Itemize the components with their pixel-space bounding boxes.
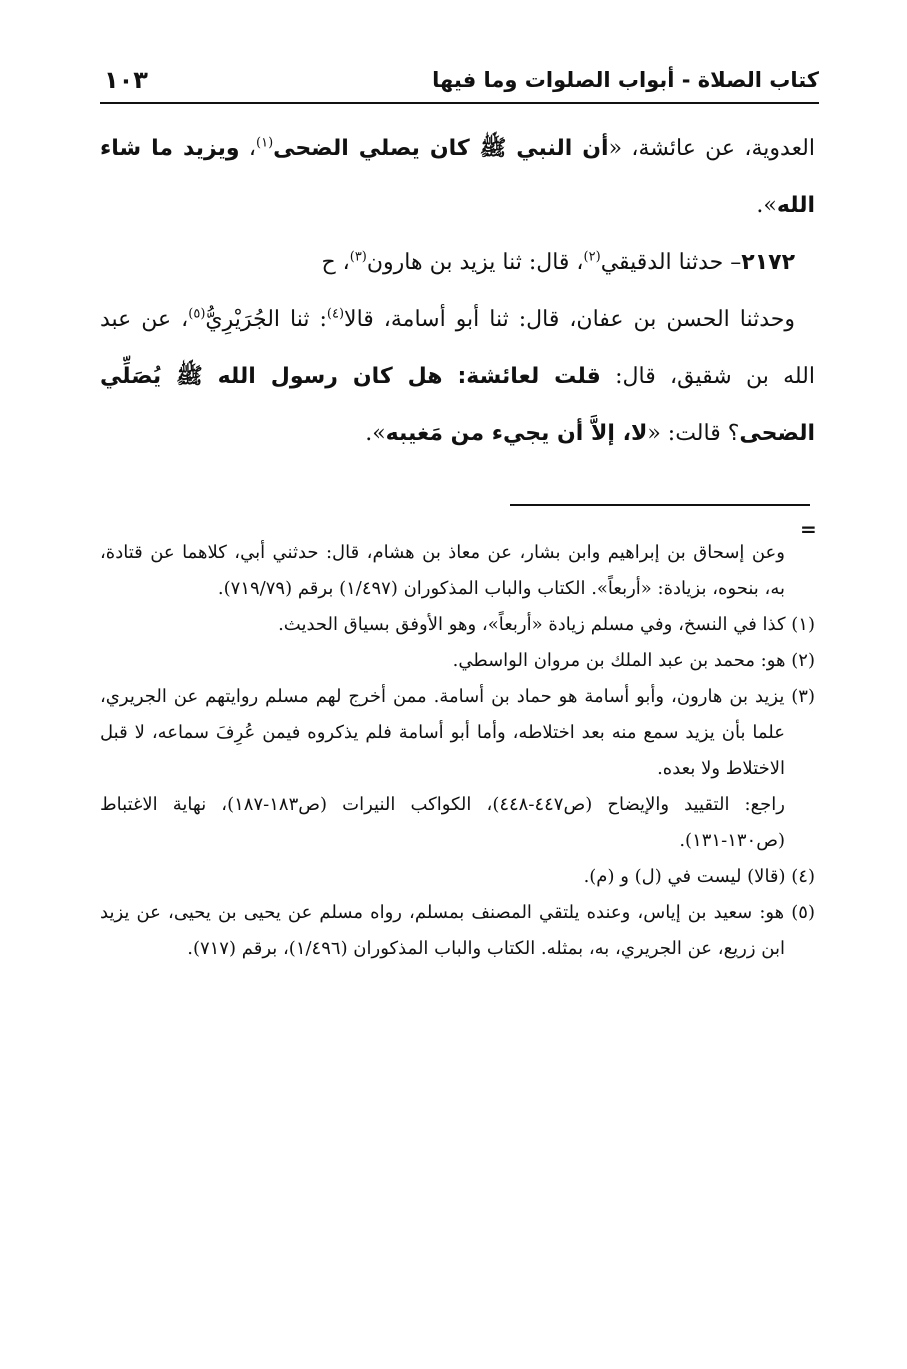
- main-text: [100, 120, 815, 462]
- text-run: ، عن عبد الله بن شقيق، قال:: [100, 307, 815, 389]
- text-run: ،: [239, 136, 257, 161]
- text-run: ؟ قالت: «: [647, 421, 740, 446]
- hadith-number: ٢١٧٢: [741, 250, 795, 275]
- page-number: ١٠٣: [104, 66, 148, 94]
- footnote-1: (١) كذا في النسخ، وفي مسلم زيادة «أربعاً»، وهو الأوفق بسياق الحديث.: [278, 614, 815, 635]
- footnotes: [100, 535, 815, 967]
- text-run: ».: [365, 421, 386, 446]
- footnote-separator: [510, 504, 810, 506]
- footnote-5: (٥) هو: سعيد بن إياس، وعنده يلتقي المصنف بمسلم، رواه مسلم عن يحيى بن يحيى، عن يزيد ابن زريع، عن الجريري، به، بمثله. الكتاب والباب المذكوران (١/٤٩٦)، برقم (٧١٧).: [100, 902, 815, 959]
- footnote-4: (٤) (قالا) ليست في (ل) و (م).: [583, 866, 815, 887]
- text-run: : ثنا الجُرَيْرِيُّ: [205, 307, 327, 332]
- hadith-2172-isnad: [100, 234, 815, 291]
- footnote-3-references: راجع: التقييد والإيضاح (ص٤٤٧-٤٤٨)، الكواكب النيرات (ص١٨٣-١٨٧)، نهاية الاغتباط (ص١٣٠-١٣١).: [100, 794, 785, 851]
- footnote-ref: (٥): [188, 306, 206, 322]
- footnote-ref: (٤): [326, 306, 345, 322]
- footnote-ref: (٣): [349, 249, 367, 265]
- continuation-mark: =: [800, 517, 817, 541]
- hadith-quote: ويزيد ما شاء الله: [100, 136, 815, 218]
- text-run: ».: [756, 193, 777, 218]
- footnote-continuation: وعن إسحاق بن إبراهيم وابن بشار، عن معاذ بن هشام، قال: حدثني أبي، كلاهما عن قتادة، به، بنحوه، بزيادة: «أربعاً». الكتاب والباب المذكوران (١/٤٩٧) برقم (٧١٩/٧٩).: [100, 542, 785, 599]
- hadith-quote: قلت لعائشة: هل كان رسول الله ﷺ يُصَلِّي الضحى: [100, 364, 815, 446]
- text-run: ، قال: ثنا يزيد بن هارون: [366, 250, 584, 275]
- footnote-2: (٢) هو: محمد بن عبد الملك بن مروان الواسطي.: [452, 650, 815, 671]
- footnote-ref: (١): [256, 135, 274, 151]
- paragraph-continuation: [100, 120, 815, 234]
- hadith-quote: أن النبي ﷺ كان يصلي الضحى: [273, 136, 609, 161]
- text-run: وحدثنا الحسن بن عفان، قال: ثنا أبو أسامة، قالا: [344, 307, 795, 332]
- text-run: العدوية، عن عائشة، «: [608, 136, 815, 161]
- text-run: ، ح: [321, 250, 350, 275]
- footnote-ref: (٢): [583, 249, 601, 265]
- hadith-quote: لا، إلاَّ أن يجيء من مَغيبه: [385, 421, 648, 446]
- text-run: – حدثنا الدقيقي: [600, 250, 742, 275]
- running-header: [100, 62, 819, 104]
- hadith-2172-body: [100, 291, 815, 462]
- running-title: كتاب الصلاة - أبواب الصلوات وما فيها: [432, 68, 819, 92]
- footnote-3: (٣) يزيد بن هارون، وأبو أسامة هو حماد بن أسامة. ممن أخرج لهم مسلم روايتهم عن الجريري، علما بأن يزيد سمع منه بعد اختلاطه، وأما أبو أسامة فلم يذكروه فيمن عُرِفَ سماعه، لا قبل الاختلاط ولا بعده.: [100, 686, 815, 779]
